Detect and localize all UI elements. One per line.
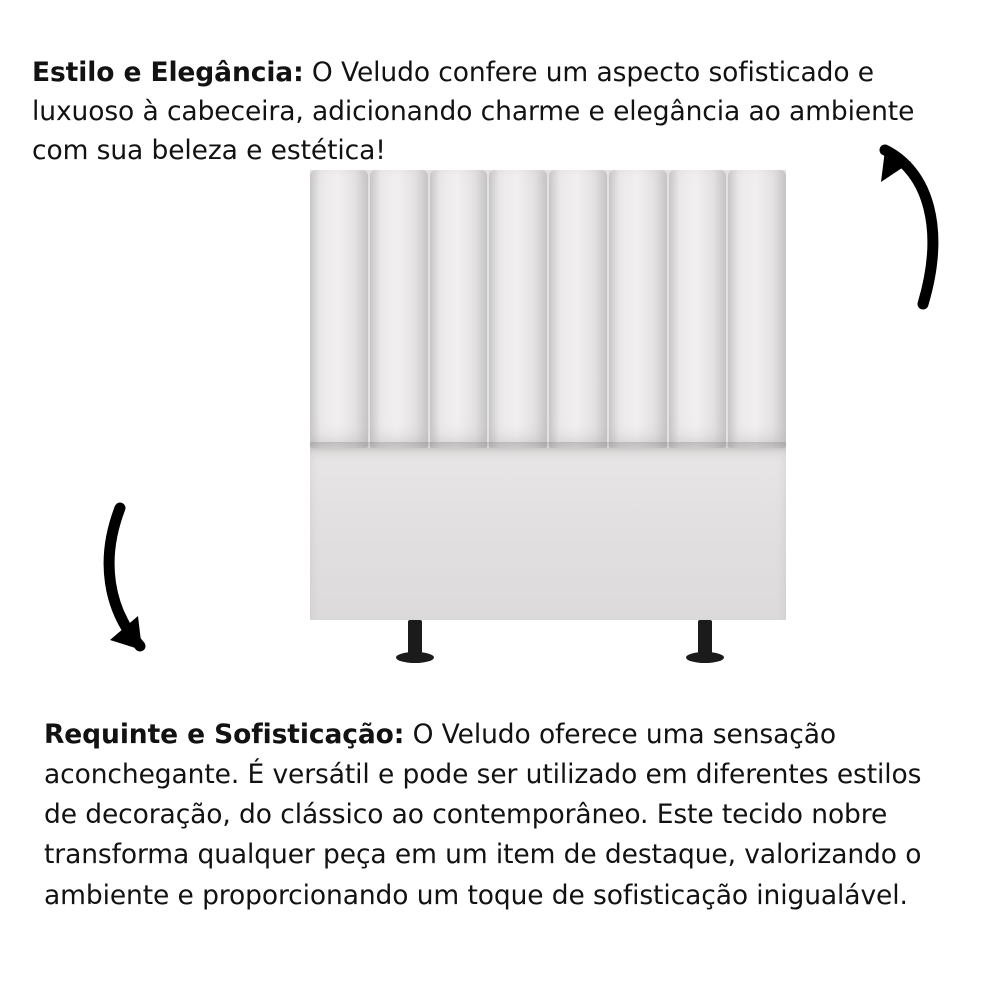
headboard-panel <box>310 170 368 448</box>
top-description-paragraph <box>32 53 962 171</box>
bottom-description-paragraph <box>44 715 944 916</box>
bottom-body-text: O Veludo oferece uma sensação aconchegante. É versátil e pode ser utilizado em diferentes estilos de decoração, do clássico ao contemporâneo. Este tecido nobre transforma qualquer peça em um item de destaque, valorizando o ambiente e proporcionando um toque de sofisticação inigualável. <box>44 718 922 911</box>
headboard-panel <box>430 170 488 448</box>
headboard-seam-shadow <box>310 442 786 452</box>
arrow-top-right-icon <box>845 128 955 317</box>
headboard-upholstery <box>310 170 786 620</box>
top-body-text: O Veludo confere um aspecto sofisticado e luxuoso à cabeceira, adicionando charme e elegância ao ambiente com sua beleza e estética! <box>32 56 915 166</box>
headboard-leg-left <box>408 620 422 656</box>
headboard-leg-right <box>698 620 712 656</box>
headboard-panel <box>609 170 667 448</box>
product-image <box>310 170 786 670</box>
headboard-panel <box>728 170 786 448</box>
headboard-panels <box>310 170 786 448</box>
headboard-panel <box>669 170 727 448</box>
top-lead-label: Estilo e Elegância: <box>32 56 304 88</box>
bottom-lead-label: Requinte e Sofisticação: <box>44 718 405 750</box>
headboard-base-panel <box>310 448 786 620</box>
headboard-panel <box>549 170 607 448</box>
headboard-panel <box>370 170 428 448</box>
headboard-panel <box>489 170 547 448</box>
arrow-bottom-left-icon <box>98 500 208 679</box>
